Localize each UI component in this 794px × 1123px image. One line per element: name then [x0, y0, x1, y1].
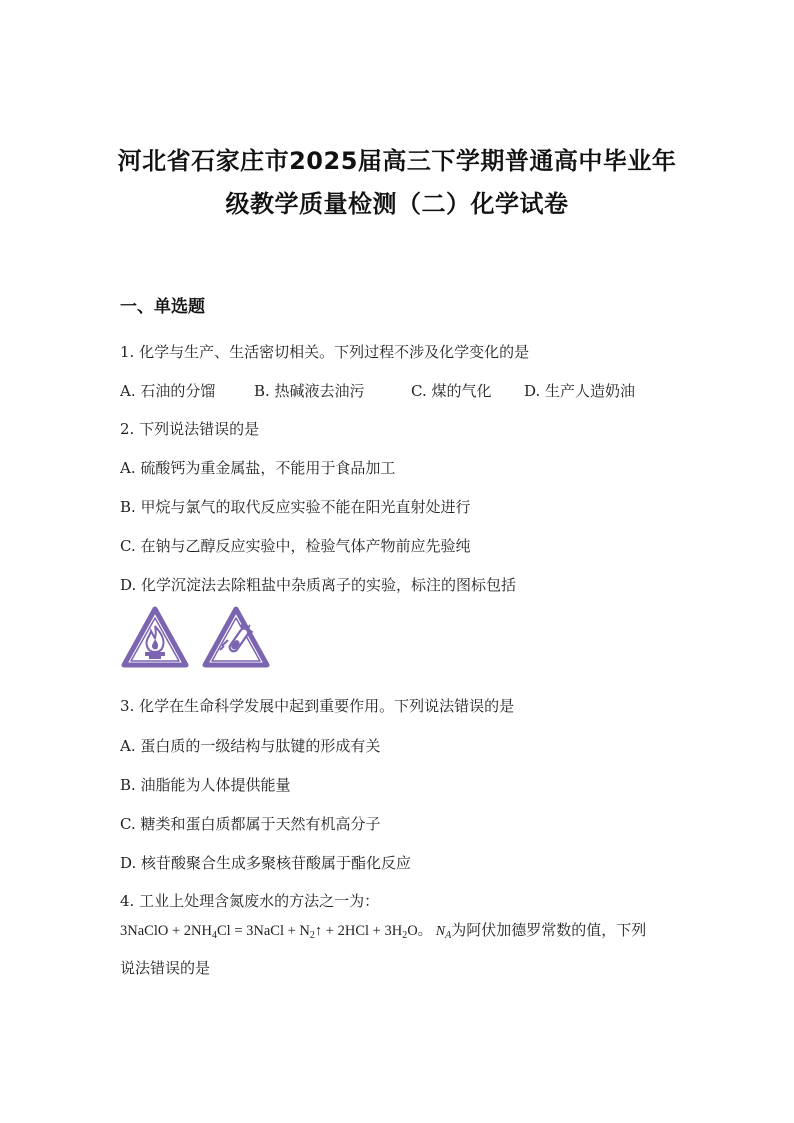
- document-title-line-1: 河北省石家庄市2025届高三下学期普通高中毕业年: [117, 147, 677, 175]
- eq-plus: +: [287, 923, 296, 939]
- eq-plus: +: [171, 923, 181, 939]
- eq-product-1: 3NaCl: [246, 923, 284, 939]
- eq-period: 。: [417, 923, 433, 939]
- eq-reactant-1: 3NaClO: [120, 923, 169, 939]
- question-4-stem-continuation: 说法错误的是: [120, 959, 211, 977]
- document-title-line-2: 级教学质量检测（二）化学试卷: [225, 190, 569, 218]
- question-1-stem: 1. 化学与生产、生活密切相关。下列过程不涉及化学变化的是: [120, 343, 530, 361]
- eq-reactant-2: $2NH_4Cl$: [183, 923, 231, 941]
- eq-product-4: $3H_2O$: [384, 923, 418, 941]
- question-3-option-b: B. 油脂能为人体提供能量: [120, 776, 291, 794]
- question-3-option-d: D. 核苷酸聚合生成多聚核苷酸属于酯化反应: [120, 854, 412, 872]
- eq-product-3: 2HCl: [337, 923, 370, 939]
- question-2-stem: 2. 下列说法错误的是: [120, 420, 260, 438]
- question-3-option-a: A. 蛋白质的一级结构与肽键的形成有关: [120, 737, 381, 755]
- question-1-option-c: C. 煤的气化: [411, 382, 492, 400]
- question-1-option-a: A. 石油的分馏: [120, 382, 216, 400]
- eq-equals: =: [234, 923, 243, 939]
- question-2-option-c: C. 在钠与乙醇反应实验中，检验气体产物前应先验纯: [120, 537, 471, 555]
- section-heading: 一、单选题: [120, 297, 205, 317]
- flame-hazard-icon: [121, 606, 189, 668]
- question-2-option-a: A. 硫酸钙为重金属盐，不能用于食品加工: [120, 459, 396, 477]
- question-4-stem: 4. 工业上处理含氮废水的方法之一为：: [120, 892, 380, 910]
- avogadro-symbol: $N_A$: [435, 924, 452, 941]
- eq-plus: +: [372, 923, 381, 939]
- eq-plus: +: [325, 923, 334, 939]
- question-1-option-b: B. 热碱液去油污: [254, 382, 365, 400]
- question-2-option-d: D. 化学沉淀法去除粗盐中杂质离子的实验，标注的图标包括: [120, 576, 517, 594]
- hot-test-tube-icon: [202, 606, 270, 668]
- question-3-option-c: C. 糖类和蛋白质都属于天然有机高分子: [120, 815, 381, 833]
- question-4-stem-tail: 为阿伏加德罗常数的值，下列: [451, 921, 647, 939]
- question-2-option-b: B. 甲烷与氯气的取代反应实验不能在阳光直射处进行: [120, 498, 471, 516]
- question-3-stem: 3. 化学在生命科学发展中起到重要作用。下列说法错误的是: [120, 697, 515, 715]
- question-1-option-d: D. 生产人造奶油: [524, 382, 636, 400]
- chemical-equation-line: [120, 920, 646, 946]
- eq-product-2: $N_2↑$: [299, 923, 323, 941]
